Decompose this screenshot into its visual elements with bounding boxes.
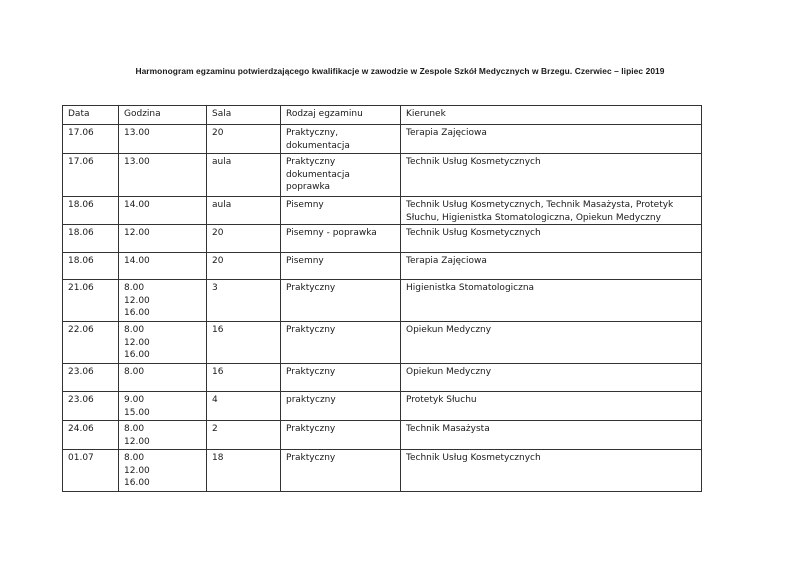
cell-time: 14.00 bbox=[119, 253, 207, 280]
cell-exam-type: Praktyczny bbox=[281, 421, 401, 450]
cell-exam-type: Praktyczny bbox=[281, 450, 401, 492]
cell-direction: Opiekun Medyczny bbox=[401, 364, 702, 392]
cell-exam-type: Praktyczny dokumentacja poprawka bbox=[281, 154, 401, 197]
table-row bbox=[63, 225, 702, 253]
cell-time: 13.00 bbox=[119, 125, 207, 154]
table-row bbox=[63, 322, 702, 364]
cell-time: 8.00 12.00 16.00 bbox=[119, 450, 207, 492]
cell-date: 18.06 bbox=[63, 197, 119, 225]
cell-direction: Technik Usług Kosmetycznych bbox=[401, 154, 702, 197]
cell-date: 23.06 bbox=[63, 392, 119, 421]
cell-time: 8.00 bbox=[119, 364, 207, 392]
cell-room: aula bbox=[207, 154, 281, 197]
exam-schedule-table bbox=[62, 105, 702, 492]
cell-direction: Technik Usług Kosmetycznych bbox=[401, 450, 702, 492]
cell-exam-type: Praktyczny bbox=[281, 280, 401, 322]
header-time: Godzina bbox=[119, 106, 207, 125]
cell-time: 13.00 bbox=[119, 154, 207, 197]
table-row bbox=[63, 154, 702, 197]
cell-direction: Terapia Zajęciowa bbox=[401, 125, 702, 154]
table-row bbox=[63, 421, 702, 450]
table-row bbox=[63, 392, 702, 421]
cell-exam-type: Praktyczny bbox=[281, 364, 401, 392]
cell-date: 01.07 bbox=[63, 450, 119, 492]
cell-direction: Terapia Zajęciowa bbox=[401, 253, 702, 280]
cell-direction: Technik Usług Kosmetycznych bbox=[401, 225, 702, 253]
cell-direction: Opiekun Medyczny bbox=[401, 322, 702, 364]
cell-room: 3 bbox=[207, 280, 281, 322]
cell-room: 18 bbox=[207, 450, 281, 492]
header-direction: Kierunek bbox=[401, 106, 702, 125]
header-exam-type: Rodzaj egzaminu bbox=[281, 106, 401, 125]
cell-exam-type: Praktyczny bbox=[281, 322, 401, 364]
cell-room: 16 bbox=[207, 364, 281, 392]
cell-time: 8.00 12.00 bbox=[119, 421, 207, 450]
cell-date: 17.06 bbox=[63, 125, 119, 154]
cell-room: aula bbox=[207, 197, 281, 225]
cell-time: 12.00 bbox=[119, 225, 207, 253]
cell-direction: Higienistka Stomatologiczna bbox=[401, 280, 702, 322]
cell-date: 21.06 bbox=[63, 280, 119, 322]
cell-room: 20 bbox=[207, 225, 281, 253]
cell-time: 8.00 12.00 16.00 bbox=[119, 322, 207, 364]
cell-exam-type: Pisemny - poprawka bbox=[281, 225, 401, 253]
cell-time: 14.00 bbox=[119, 197, 207, 225]
table-header-row bbox=[63, 106, 702, 125]
cell-date: 17.06 bbox=[63, 154, 119, 197]
table-row bbox=[63, 280, 702, 322]
cell-date: 24.06 bbox=[63, 421, 119, 450]
cell-date: 18.06 bbox=[63, 253, 119, 280]
cell-exam-type: Pisemny bbox=[281, 197, 401, 225]
cell-date: 23.06 bbox=[63, 364, 119, 392]
header-date: Data bbox=[63, 106, 119, 125]
cell-time: 9.00 15.00 bbox=[119, 392, 207, 421]
cell-exam-type: praktyczny bbox=[281, 392, 401, 421]
table-row bbox=[63, 253, 702, 280]
cell-date: 22.06 bbox=[63, 322, 119, 364]
cell-room: 2 bbox=[207, 421, 281, 450]
cell-room: 20 bbox=[207, 125, 281, 154]
cell-room: 16 bbox=[207, 322, 281, 364]
cell-room: 4 bbox=[207, 392, 281, 421]
cell-exam-type: Pisemny bbox=[281, 253, 401, 280]
cell-direction: Technik Usług Kosmetycznych, Technik Masażysta, Protetyk Słuchu, Higienistka Stomatologiczna, Opiekun Medyczny bbox=[401, 197, 702, 225]
cell-room: 20 bbox=[207, 253, 281, 280]
cell-date: 18.06 bbox=[63, 225, 119, 253]
cell-direction: Technik Masażysta bbox=[401, 421, 702, 450]
table-row bbox=[63, 364, 702, 392]
cell-direction: Protetyk Słuchu bbox=[401, 392, 702, 421]
table-row bbox=[63, 197, 702, 225]
header-room: Sala bbox=[207, 106, 281, 125]
table-row bbox=[63, 125, 702, 154]
cell-time: 8.00 12.00 16.00 bbox=[119, 280, 207, 322]
table-row bbox=[63, 450, 702, 492]
page-title: Harmonogram egzaminu potwierdzającego kwalifikacje w zawodzie w Zespole Szkół Medycznych w Brzegu. Czerwiec – lipiec 2019 bbox=[135, 66, 665, 76]
cell-exam-type: Praktyczny, dokumentacja bbox=[281, 125, 401, 154]
